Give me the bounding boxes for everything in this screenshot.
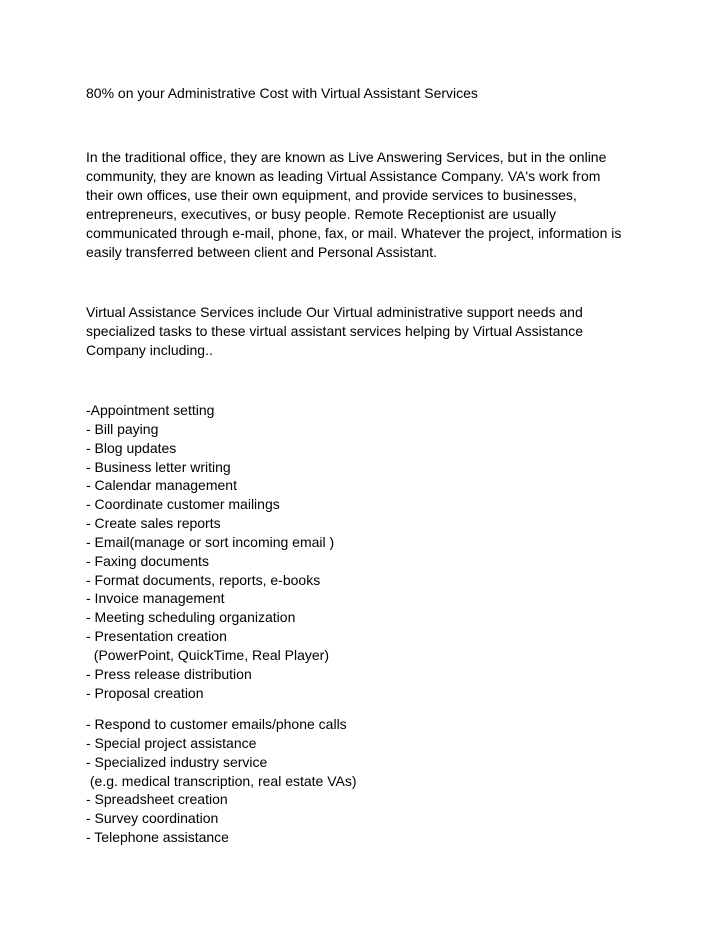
list-item: (PowerPoint, QuickTime, Real Player) [86, 646, 329, 663]
list-item: - Respond to customer emails/phone calls [86, 716, 347, 732]
paragraph-line: their own offices, use their own equipment, and provide services to businesses, [86, 187, 577, 203]
list-item: - Faxing documents [86, 552, 209, 569]
paragraph-line: entrepreneurs, executives, or busy people. Remote Receptionist are usually [86, 206, 557, 222]
list-item: (e.g. medical transcription, real estate VAs) [86, 772, 357, 789]
list-item: - Survey coordination [86, 810, 219, 827]
paragraph-line: specialized tasks to these virtual assistant services helping by Virtual Assistance [86, 323, 583, 339]
paragraph-line: community, they are known as leading Virtual Assistance Company. VA's work from [86, 168, 601, 184]
list-item: -Appointment setting [86, 402, 215, 418]
services-paragraph [86, 303, 646, 360]
list-item: - Press release distribution [86, 665, 252, 682]
list-item: - Meeting scheduling organization [86, 609, 296, 626]
document-heading: 80% on your Administrative Cost with Virtual Assistant Services [86, 85, 478, 101]
paragraph-line: Virtual Assistance Services include Our Virtual administrative support needs and [86, 304, 583, 320]
paragraph-line: communicated through e-mail, phone, fax, or mail. Whatever the project, information is [86, 225, 622, 241]
list-item: - Calendar management [86, 477, 237, 494]
list-item: - Business letter writing [86, 458, 231, 475]
list-item: - Coordinate customer mailings [86, 496, 280, 513]
list-item: - Invoice management [86, 590, 225, 607]
list-item: - Specialized industry service [86, 753, 268, 770]
list-item: - Blog updates [86, 439, 177, 456]
services-list-part1 [86, 401, 646, 703]
paragraph-line: In the traditional office, they are known as Live Answering Services, but in the online [86, 149, 607, 165]
list-item: - Create sales reports [86, 515, 221, 532]
list-item: - Spreadsheet creation [86, 791, 228, 808]
list-item: - Special project assistance [86, 734, 257, 751]
list-item: - Presentation creation [86, 628, 227, 645]
paragraph-line: Company including.. [86, 342, 213, 358]
list-item: - Proposal creation [86, 684, 204, 701]
list-item: - Telephone assistance [86, 829, 229, 846]
list-item: - Format documents, reports, e-books [86, 571, 321, 588]
services-list-part2 [86, 715, 646, 847]
paragraph-line: easily transferred between client and Personal Assistant. [86, 244, 437, 260]
list-item: - Email(manage or sort incoming email ) [86, 533, 335, 550]
list-item: - Bill paying [86, 420, 159, 437]
intro-paragraph [86, 148, 646, 262]
